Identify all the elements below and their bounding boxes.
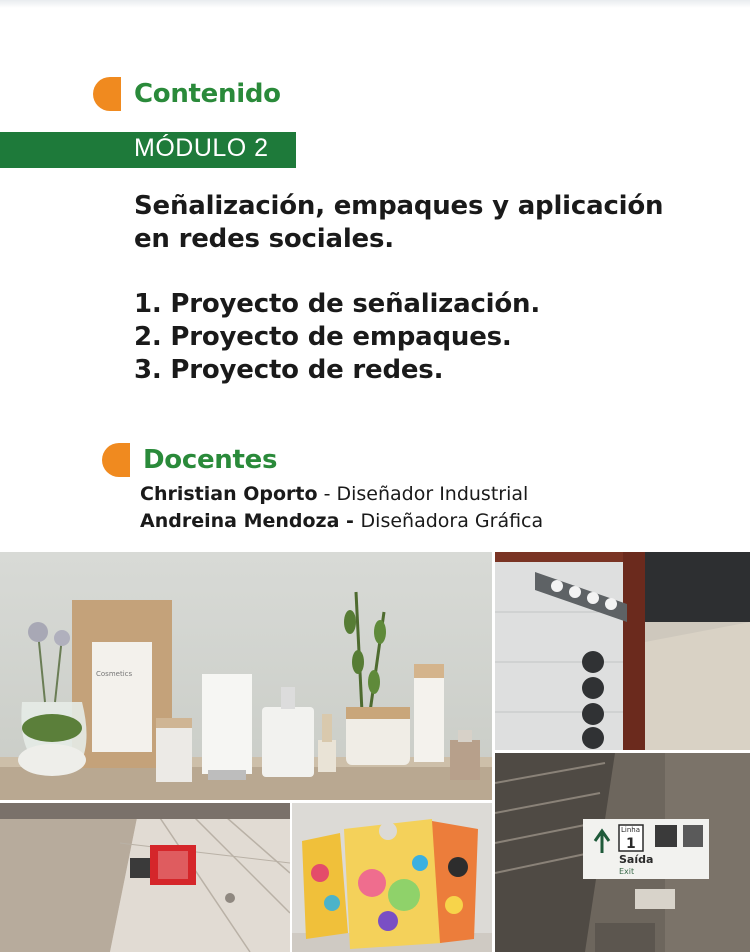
topic-item-3: 3. Proyecto de redes.: [134, 355, 444, 385]
sign-exit-sub: Exit: [619, 867, 635, 876]
packaging-photo: [0, 552, 492, 800]
contenido-heading: Contenido: [134, 79, 281, 109]
sign-line-number: 1: [626, 836, 636, 852]
teacher-2: [140, 510, 543, 532]
module-label: MÓDULO 2: [134, 134, 269, 162]
teacher-role: Diseñadora Gráfica: [360, 510, 544, 532]
topic-item-2: 2. Proyecto de empaques.: [134, 322, 512, 352]
topic-item-1: 1. Proyecto de señalización.: [134, 289, 541, 319]
teacher-1: [140, 483, 528, 505]
teacher-name: Christian Oporto: [140, 483, 318, 505]
teacher-separator: -: [317, 483, 337, 505]
signage-photo: [495, 552, 750, 750]
module-title-line-2: en redes sociales.: [134, 224, 394, 254]
orange-bullet-icon: [93, 77, 121, 111]
top-divider: [0, 0, 750, 8]
teacher-name: Andreina Mendoza: [140, 510, 340, 532]
orange-bullet-icon: [102, 443, 130, 477]
station-sign-photo: [495, 753, 750, 952]
module-title-line-1: Señalización, empaques y aplicación: [134, 191, 664, 221]
packaging-label: Cosmetics: [96, 670, 133, 678]
ceiling-sign-photo: [0, 803, 290, 952]
docentes-heading: Docentes: [143, 445, 278, 475]
sign-line-label: Linha: [621, 826, 641, 834]
teacher-role: Diseñador Industrial: [336, 483, 529, 505]
teacher-separator: -: [339, 510, 361, 532]
sign-exit-label: Saída: [619, 853, 654, 866]
colorful-boxes-photo: [292, 803, 492, 952]
